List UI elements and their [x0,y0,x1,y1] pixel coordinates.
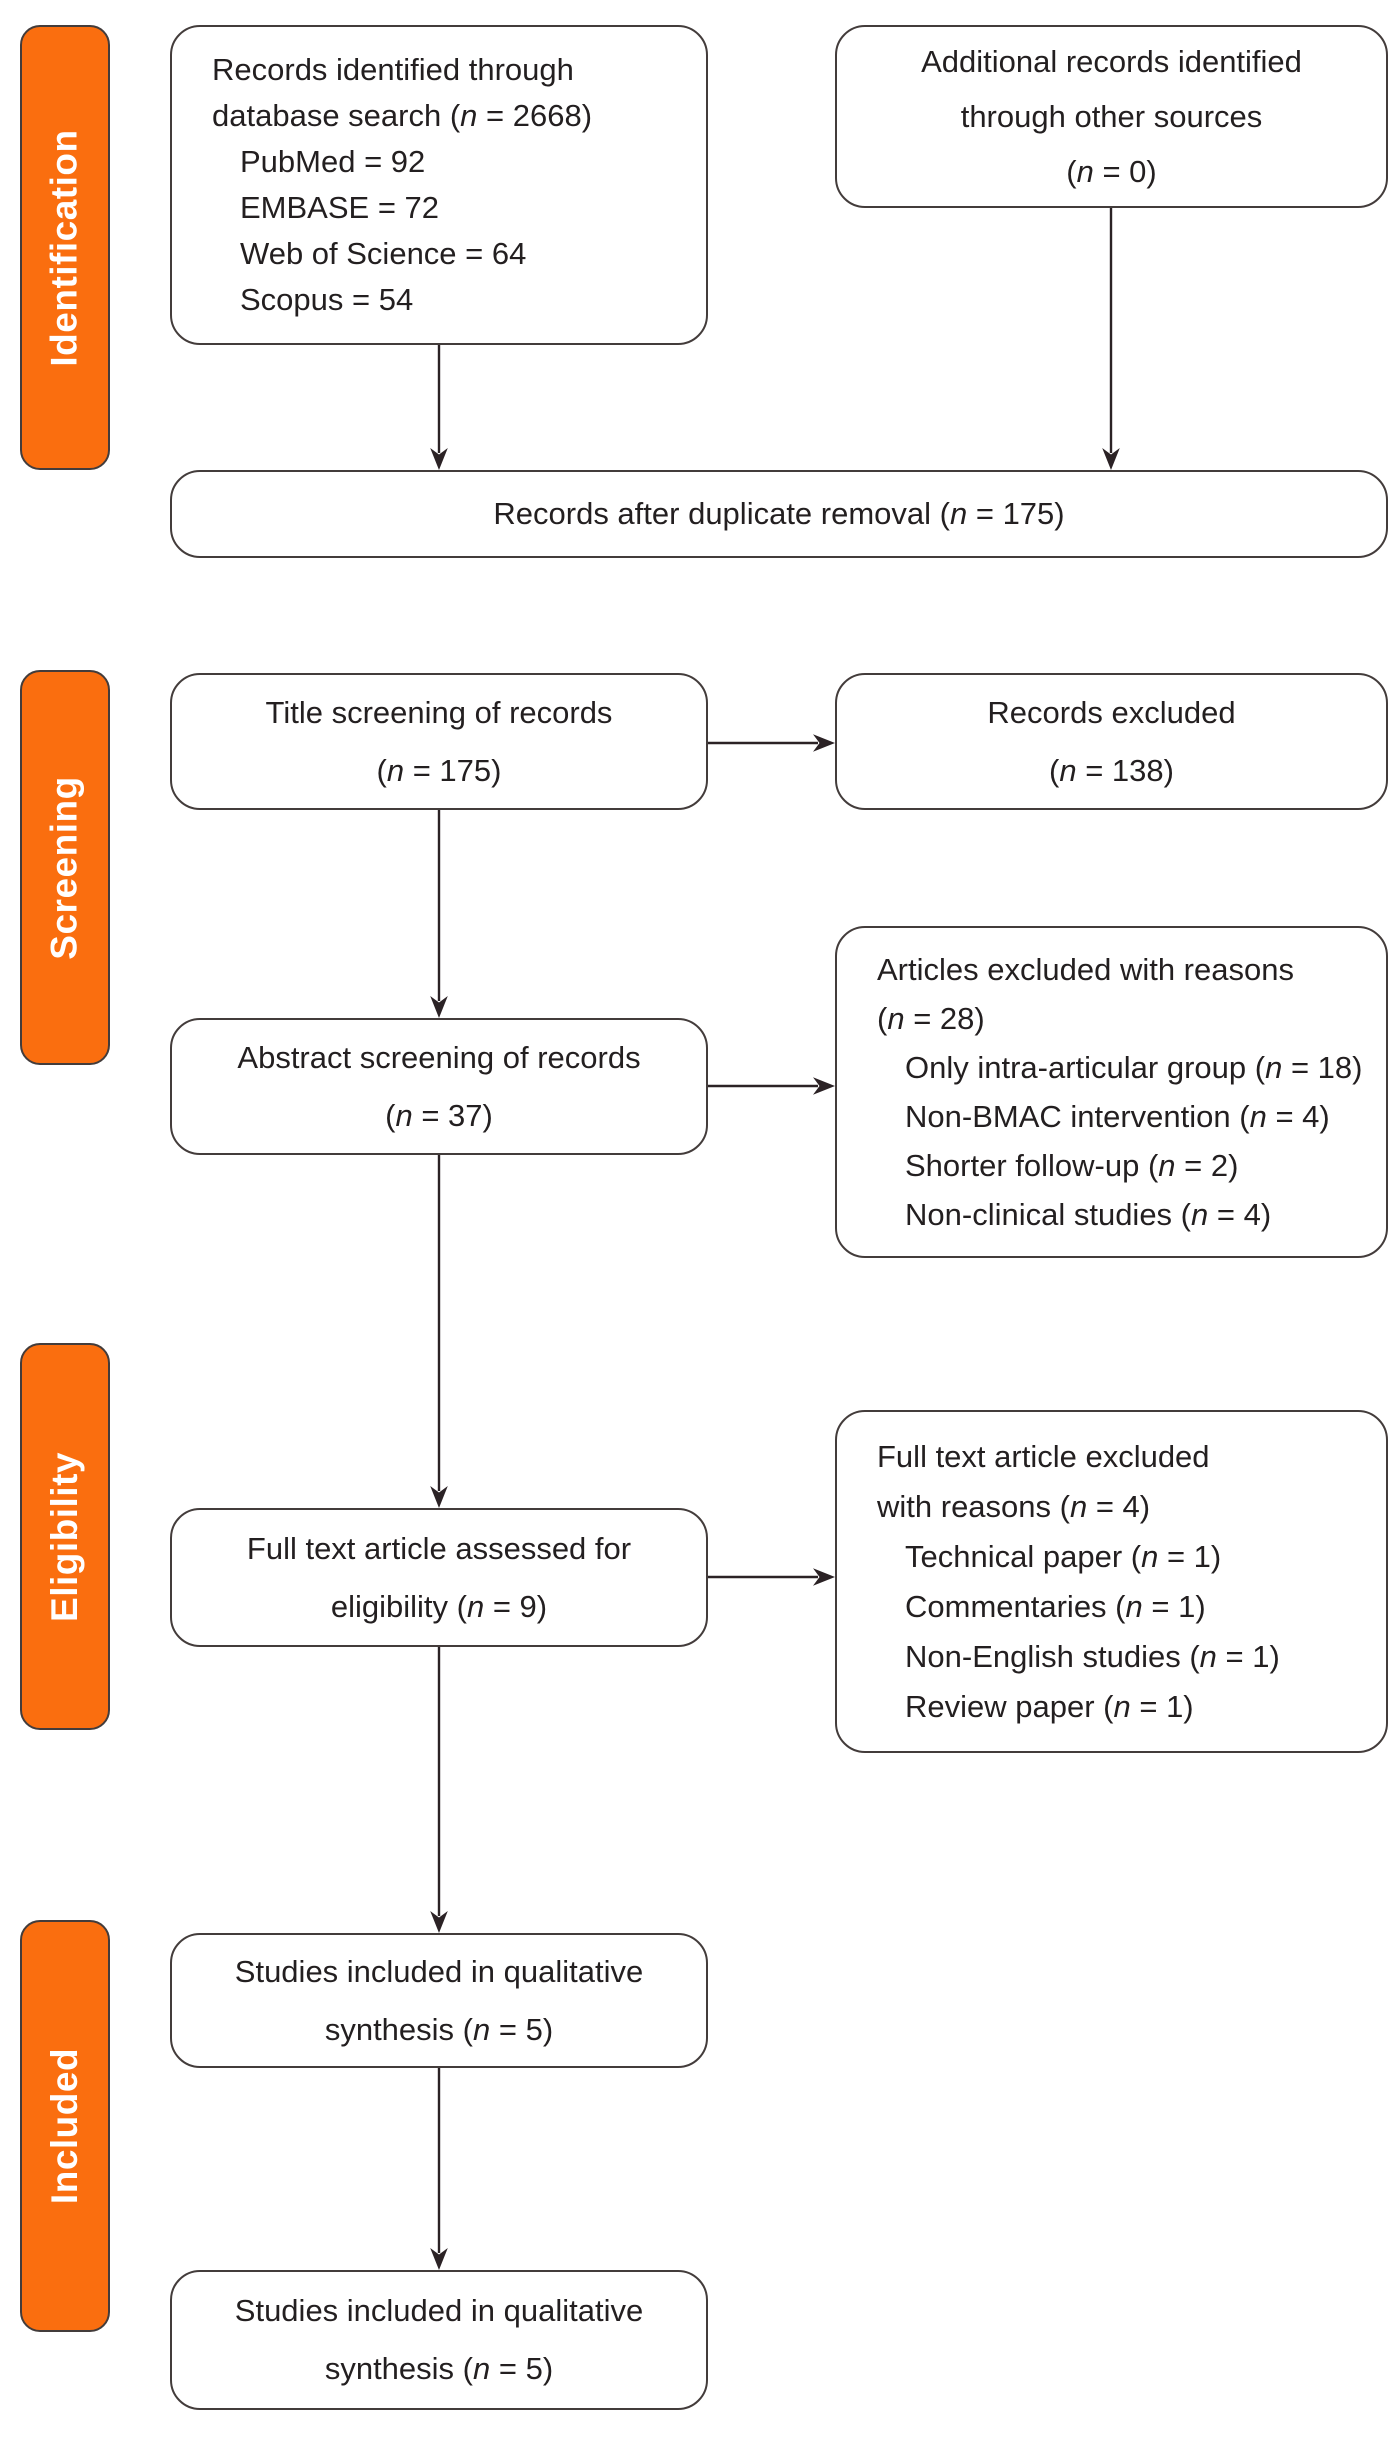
box-line: Only intra-articular group (n = 18) [905,1050,1363,1085]
box-additional-records [835,25,1388,208]
box-line: Non-English studies (n = 1) [905,1638,1280,1674]
box-line: Non-BMAC intervention (n = 4) [905,1099,1330,1134]
stage-label-eligibility: Eligibility [44,1451,85,1622]
box-records-excluded [835,673,1388,810]
box-line: (n = 0) [1066,154,1157,189]
box-line: Scopus = 54 [240,282,414,317]
box-abstract-screening [170,1018,708,1155]
arrow-right-title-to-excluded-icon [708,733,835,753]
box-title-screening [170,673,708,810]
box-records-identified [170,25,708,345]
box-line: (n = 138) [1049,752,1174,788]
box-full-text-excluded [835,1410,1388,1753]
box-line: Title screening of records [265,694,613,730]
box-line: Commentaries (n = 1) [905,1588,1206,1624]
box-line: (n = 175) [376,752,502,788]
box-line: synthesis (n = 5) [324,2351,554,2386]
box-line: synthesis (n = 5) [324,2011,554,2047]
box-line: with reasons (n = 4) [877,1488,1151,1524]
box-line: Studies included in qualitative [234,2293,644,2328]
box-line: Shorter follow-up (n = 2) [905,1148,1239,1183]
arrow-down-other-sources-to-duplicates-icon [1099,208,1123,470]
box-line: Records excluded [987,694,1236,730]
arrow-right-abstract-to-excluded-icon [708,1076,835,1096]
box-line: Records identified through [212,52,574,87]
stage-label-screening: Screening [44,775,85,960]
box-line: Web of Science = 64 [240,236,527,271]
box-line: PubMed = 92 [240,144,426,179]
stage-label-identification: Identification [44,128,86,367]
box-line: Full text article excluded [877,1438,1210,1474]
arrow-right-fulltext-to-excluded-icon [708,1567,835,1587]
box-line: Review paper (n = 1) [905,1688,1194,1724]
stage-bar-identification [20,25,110,470]
box-duplicate-removal [170,470,1388,558]
arrow-down-abstract-to-fulltext-icon [427,1155,451,1508]
box-line: Abstract screening of records [237,1039,641,1075]
stage-bar-screening [20,670,110,1065]
box-line: EMBASE = 72 [240,190,440,225]
arrow-down-title-to-abstract-icon [427,810,451,1018]
box-line: eligibility (n = 9) [330,1588,548,1624]
box-full-text-assessed [170,1508,708,1647]
box-line: Non-clinical studies (n = 4) [905,1197,1272,1232]
box-line: Additional records identified [921,44,1302,79]
box-line: Full text article assessed for [246,1530,632,1566]
arrow-down-fulltext-to-included-icon [427,1647,451,1933]
box-line: (n = 37) [385,1097,493,1133]
box-qualitative-synthesis-2 [170,2270,708,2410]
arrow-down-included-to-included-icon [427,2068,451,2270]
box-line: through other sources [960,99,1263,134]
box-line: Technical paper (n = 1) [905,1538,1222,1574]
box-line: Records after duplicate removal (n = 175) [493,496,1065,531]
arrow-down-database-to-duplicates-icon [427,345,451,470]
box-line: Studies included in qualitative [234,1953,644,1989]
stage-bar-included [20,1920,110,2332]
stage-label-included: Included [44,2047,85,2205]
box-line: Articles excluded with reasons [877,952,1294,987]
stage-bar-eligibility [20,1343,110,1730]
box-line: (n = 28) [877,1001,985,1036]
box-qualitative-synthesis-1 [170,1933,708,2068]
box-articles-excluded [835,926,1388,1258]
box-line: database search (n = 2668) [212,98,593,133]
